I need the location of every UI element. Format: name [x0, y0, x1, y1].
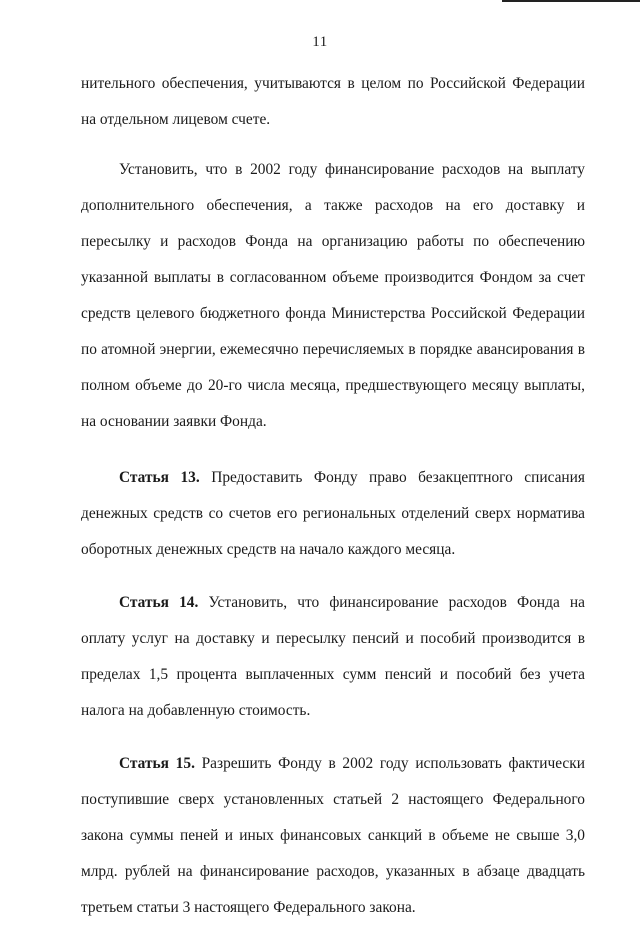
financing-paragraph: Установить, что в 2002 году финансирование расходов на выплату дополнительного обеспечения, а также расходов на его доставку и пересылку и расходов Фонда на организацию работы по обеспечению указанной выплаты в согласованном объеме производится Фондом за счет средств целевого бюджетного фонда Министерства Российской Федерации по атомной энергии, ежемесячно перечисляемых в порядке авансирования в полном объеме до 20-го числа месяца, предшествующего месяцу выплаты, на основании заявки Фонда.: [81, 161, 585, 430]
article-15-text: Разрешить Фонду в 2002 году использовать фактически поступившие сверх установленных статьей 2 настоящего Федерального закона суммы пеней и иных финансовых санкций в объеме не свыше 3,0 млрд. рублей на финансирование расходов, указанных в абзаце двадцать третьем статьи 3 настоящего Федерального закона.: [81, 755, 585, 916]
article-15: [81, 746, 585, 926]
article-13: [81, 460, 585, 568]
top-rule: [502, 0, 640, 2]
article-14: [81, 585, 585, 729]
article-15-label: Статья 15.: [119, 755, 195, 772]
article-14-text: Установить, что финансирование расходов Фонда на оплату услуг на доставку и пересылку пенсий и пособий производится в пределах 1,5 процента выплаченных сумм пенсий и пособий без учета налога на добавленную стоимость.: [81, 594, 585, 719]
continued-paragraph: нительного обеспечения, учитываются в целом по Российской Федерации на отдельном лицевом счете.: [81, 75, 585, 128]
page-number: 11: [312, 34, 328, 50]
article-13-text: Предоставить Фонду право безакцептного списания денежных средств со счетов его региональных отделений сверх норматива оборотных денежных средств на начало каждого месяца.: [81, 469, 585, 558]
article-14-label: Статья 14.: [119, 594, 199, 611]
document-body: [81, 66, 585, 946]
article-13-label: Статья 13.: [119, 469, 200, 486]
